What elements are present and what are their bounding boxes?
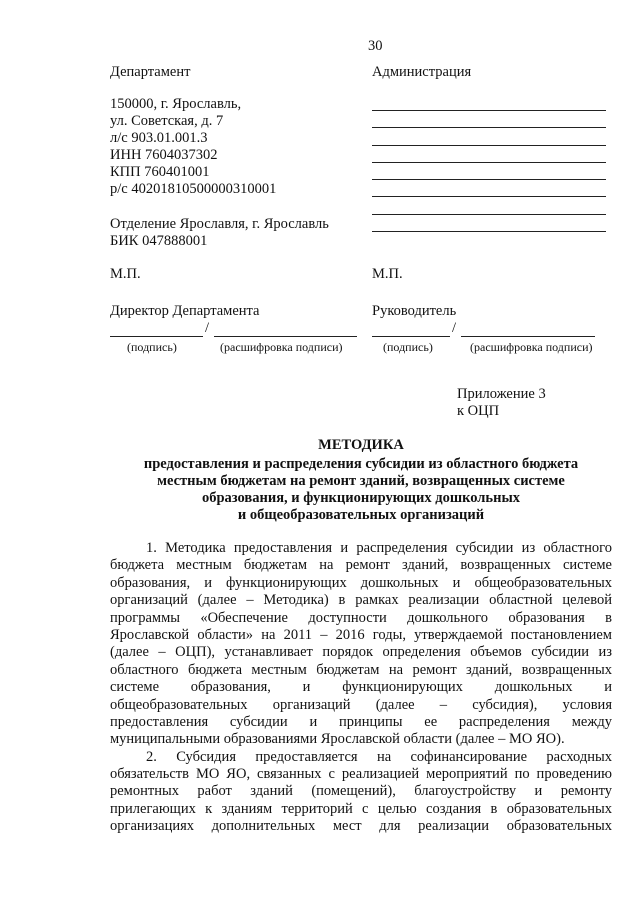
body-line: муниципальными образованиями Ярославской области (далее – МО ЯО).	[110, 731, 565, 748]
body-line: организациях дополнительных мест для реализации образовательных	[110, 818, 612, 835]
body-line: бюджета местным бюджетам на ремонт зданий, возвращенных системе	[110, 557, 612, 574]
right-detail-line	[372, 145, 606, 146]
left-signer-title: Директор Департамента	[110, 303, 260, 319]
left-slash: /	[205, 320, 210, 336]
body-line: обязательств МО ЯО, связанных с реализацией мероприятий по проведению	[110, 766, 612, 783]
subtitle-line: местным бюджетам на ремонт зданий, возвращенных системе	[157, 473, 565, 489]
left-stamp-label: М.П.	[110, 266, 141, 282]
right-detail-line	[372, 196, 606, 197]
document-title: МЕТОДИКА	[318, 437, 404, 453]
left-address-line: л/с 903.01.001.3	[110, 130, 208, 146]
body-line: ремонтных работ зданий (помещений), благоустройству и ремонту	[110, 783, 612, 800]
body-line: Ярославской области» на 2011 – 2016 годы, утверждаемой постановлением	[110, 626, 612, 643]
left-signature-caption: (подпись)	[127, 340, 177, 354]
right-signature-line	[372, 336, 450, 337]
body-line: предоставления субсидии и принципы ее распределения между	[110, 713, 612, 730]
appendix-line: Приложение 3	[457, 386, 546, 402]
left-bank-line: БИК 047888001	[110, 233, 208, 249]
body-line: общеобразовательных организаций (далее – субсидия), условия	[110, 696, 612, 713]
right-detail-line	[372, 127, 606, 128]
right-stamp-label: М.П.	[372, 266, 403, 282]
right-detail-line	[372, 162, 606, 163]
subtitle-line: образования, и функционирующих дошкольных	[201, 490, 521, 506]
body-line: 1. Методика предоставления и распределения субсидии из областного	[146, 540, 612, 556]
left-address-line: ул. Советская, д. 7	[110, 113, 224, 129]
subtitle-line: и общеобразовательных организаций	[237, 507, 485, 523]
right-detail-line	[372, 179, 606, 180]
right-detail-line	[372, 231, 606, 232]
right-signer-title: Руководитель	[372, 303, 457, 319]
body-line: образования, и функционирующих дошкольных и общеобразовательных	[110, 574, 612, 591]
body-line: 2. Субсидия предоставляется на софинансирование расходных	[146, 748, 612, 765]
right-party-heading: Администрация	[372, 64, 472, 80]
right-signature-caption: (подпись)	[383, 340, 433, 354]
left-signature-line	[110, 336, 203, 337]
body-line: организаций (далее – Методика) в рамках реализации областной целевой	[110, 592, 612, 609]
body-line: программы «Обеспечение доступности дошкольного образования в	[110, 609, 612, 626]
right-detail-line	[372, 214, 606, 215]
right-slash: /	[452, 320, 457, 336]
left-party-heading: Департамент	[110, 64, 191, 80]
subtitle-line: предоставления и распределения субсидии из областного бюджета	[143, 456, 579, 472]
left-address-line: КПП 760401001	[110, 164, 210, 180]
left-address-line: ИНН 7604037302	[110, 147, 218, 163]
left-decoding-line	[214, 336, 357, 337]
right-detail-line	[372, 110, 606, 111]
right-decoding-line	[461, 336, 595, 337]
left-address-line: 150000, г. Ярославль,	[110, 96, 242, 112]
left-decoding-caption: (расшифровка подписи)	[220, 340, 343, 354]
body-line: системе образования, и функционирующих дошкольных и	[110, 679, 612, 696]
body-line: прилегающих к зданиям территорий с целью создания в образовательных	[110, 800, 612, 817]
right-decoding-caption: (расшифровка подписи)	[470, 340, 593, 354]
left-bank-line: Отделение Ярославля, г. Ярославль	[110, 216, 329, 232]
page-number: 30	[368, 38, 383, 54]
body-line: (далее – ОЦП), устанавливает порядок определения объемов субсидии из	[110, 644, 612, 661]
body-line: областного бюджета местным бюджетам на ремонт зданий, возвращенных	[110, 661, 612, 678]
left-address-line: р/с 40201810500000310001	[110, 181, 277, 197]
appendix-line: к ОЦП	[457, 403, 500, 419]
body-text	[110, 540, 612, 836]
